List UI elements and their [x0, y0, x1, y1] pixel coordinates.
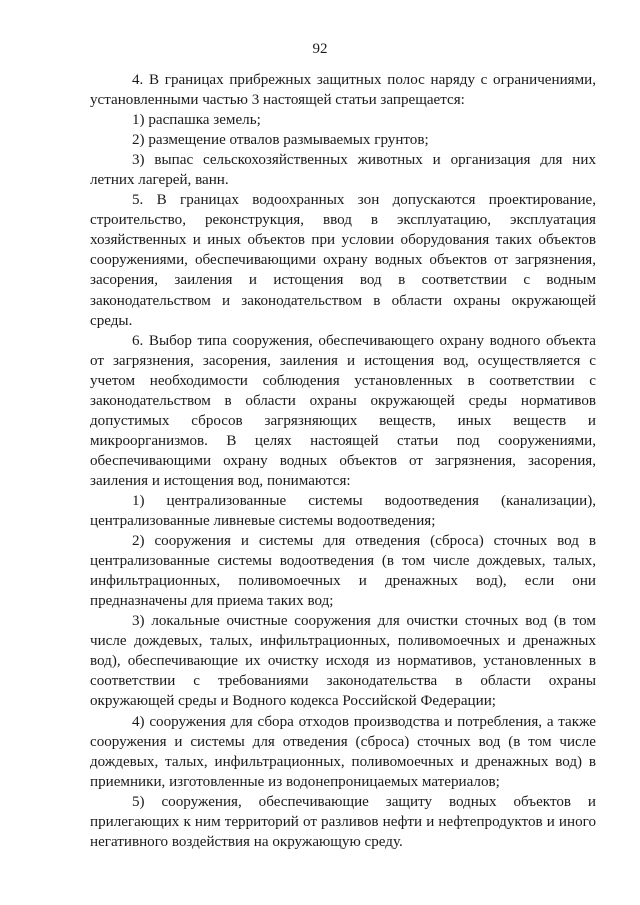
list-item-oil-spill-protection: 5) сооружения, обеспечивающие защиту водных объектов и прилегающих к ним территорий от разливов нефти и нефтепродуктов и иного негативного воздействия на окружающую среду.: [90, 793, 596, 850]
paragraph-item-5: 5. В границах водоохранных зон допускаются проектирование, строительство, реконструкция, ввод в эксплуатацию, эксплуатация хозяйственных и иных объектов при условии оборудования таких объектов сооружениями, обеспечивающими охрану водных объектов от загрязнения, засорения, заиления и истощения вод в соответствии с водным законодательством и законодательством в области охраны окружающей среды.: [90, 192, 596, 329]
list-item-centralized-sewage: 1) централизованные системы водоотведения (канализации), централизованные ливневые системы водоотведения;: [90, 492, 596, 530]
list-item-discharge-systems: 2) сооружения и системы для отведения (сброса) сточных вод в централизованные системы водоотведения (в том числе дождевых, талых, инфильтрационных, поливомоечных и дренажных вод), если они предназначены для приема таких вод;: [90, 533, 596, 610]
list-item-grazing: 3) выпас сельскохозяйственных животных и организация для них летних лагерей, ванн.: [90, 152, 596, 189]
list-item-local-treatment: 3) локальные очистные сооружения для очистки сточных вод (в том числе дождевых, талых, инфильтрационных, поливомоечных и дренажных вод), обеспечивающие их очистку исходя из нормативов, установленных в соответствии с требованиями законодательства в области охраны окружающей среды и Водного кодекса Российской Федерации;: [90, 613, 596, 710]
list-item-ploughing: 1) распашка земель;: [132, 112, 261, 129]
page-number: 92: [312, 41, 328, 57]
list-item-dumps: 2) размещение отвалов размываемых грунтов;: [132, 132, 429, 149]
paragraph-item-6: 6. Выбор типа сооружения, обеспечивающего охрану водного объекта от загрязнения, засорения, заиления и истощения вод, осуществляется с учетом необходимости соблюдения установленных в соответствии с законодательством в области охраны окружающей среды нормативов допустимых сбросов загрязняющих веществ, иных веществ и микроорганизмов. В целях настоящей статьи под сооружениями, обеспечивающими охрану водных объектов от загрязнения, засорения, заиления и истощения вод, понимаются:: [90, 332, 596, 489]
document-body: [90, 70, 596, 852]
list-item-waste-collection: 4) сооружения для сбора отходов производства и потребления, а также сооружения и системы для отведения (сброса) сточных вод (в том числе дождевых, талых, инфильтрационных, поливомоечных и дренажных вод) в приемники, изготовленные из водонепроницаемых материалов;: [90, 713, 596, 790]
paragraph-item-4: 4. В границах прибрежных защитных полос наряду с ограничениями, установленными частью 3 настоящей статьи запрещается:: [90, 72, 596, 109]
